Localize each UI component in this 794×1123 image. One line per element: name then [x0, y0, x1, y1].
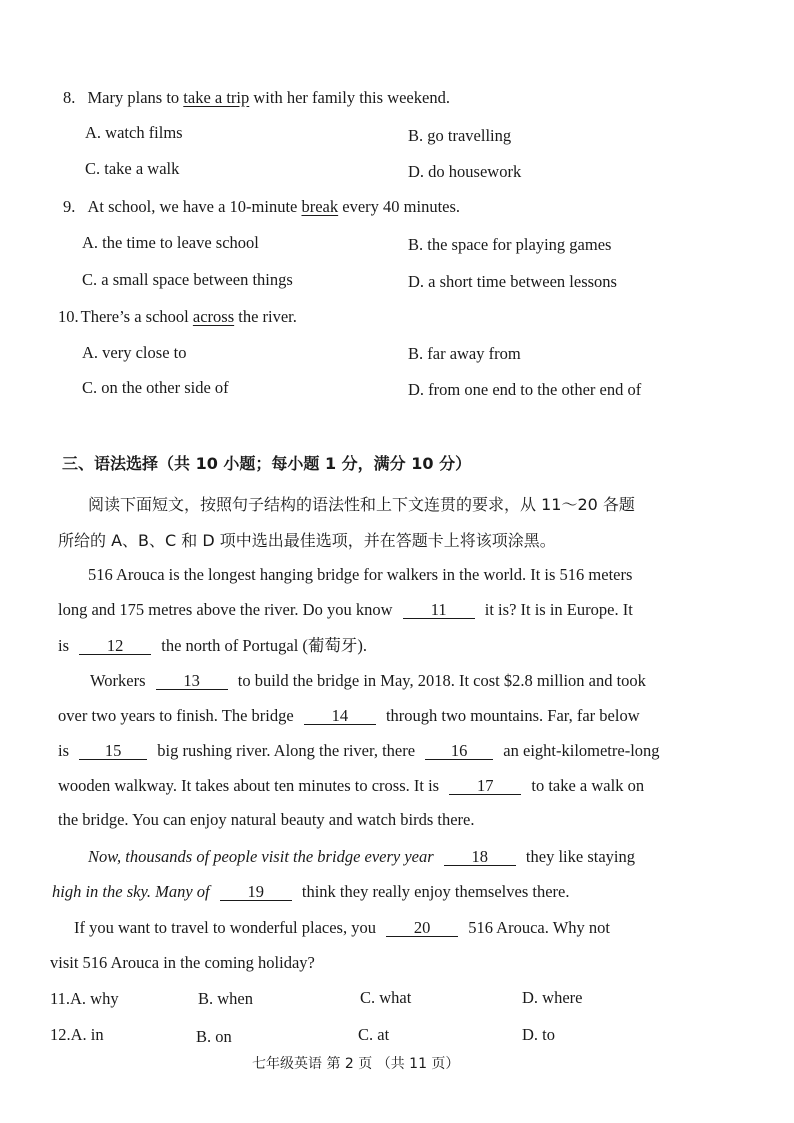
option-d: D. a short time between lessons [408, 272, 617, 291]
passage-text: long and 175 metres above the river. Do you know [58, 600, 393, 619]
blank-20: 20 [386, 919, 458, 937]
blank-19: 19 [220, 883, 292, 901]
passage-text: to take a walk on [531, 776, 645, 795]
question-number: 8. [63, 88, 76, 107]
question-text-pre: At school, we have a 10-minute [87, 197, 302, 216]
passage-line: the bridge. You can enjoy natural beauty and watch birds there. [58, 810, 475, 829]
option-a: A. why [70, 989, 119, 1008]
answer-row-12 [50, 1027, 104, 1044]
blank-11: 11 [403, 601, 475, 619]
passage-text: Now, thousands of people visit the bridge every year [88, 847, 434, 866]
passage-text: Workers [90, 671, 146, 690]
section-instructions-line1: 阅读下面短文，按照句子结构的语法性和上下文连贯的要求，从 11～20 各题 [88, 495, 635, 514]
option-c: C. what [360, 988, 412, 1007]
passage-text: the north of Portugal (葡萄牙). [161, 636, 368, 655]
option-b: B. on [196, 1027, 232, 1046]
blank-16: 16 [425, 742, 493, 760]
key-phrase: break [301, 197, 339, 216]
question-number: 10. [58, 307, 79, 326]
question-number: 9. [63, 197, 76, 216]
passage-text: through two mountains. Far, far below [385, 706, 640, 725]
question-9-stem [63, 199, 460, 216]
option-a: A. watch films [85, 123, 183, 142]
blank-15: 15 [79, 742, 147, 760]
section-title: 三、语法选择（共 10 小题；每小题 1 分，满分 10 分） [62, 454, 472, 473]
page-footer: 七年级英语 第 2 页 （共 11 页） [252, 1056, 460, 1072]
blank-18: 18 [444, 848, 516, 866]
option-a: A. the time to leave school [82, 233, 259, 252]
passage-line [58, 601, 633, 619]
passage-line [58, 742, 660, 760]
option-a: A. very close to [82, 343, 187, 362]
option-b: B. when [198, 989, 253, 1008]
blank-14: 14 [304, 707, 376, 725]
option-d: D. to [522, 1025, 555, 1044]
passage-text: is [58, 741, 70, 760]
option-d: D. from one end to the other end of [408, 380, 642, 399]
passage-line: visit 516 Arouca in the coming holiday? [50, 953, 315, 972]
option-c: C. a small space between things [82, 270, 293, 289]
passage-line: 516 Arouca is the longest hanging bridge for walkers in the world. It is 516 meters [88, 565, 633, 584]
passage-line [90, 672, 646, 690]
option-b: B. go travelling [408, 126, 512, 145]
passage-text: If you want to travel to wonderful places, you [74, 918, 376, 937]
passage-text: high in the sky. Many of [52, 882, 210, 901]
passage-line [58, 707, 640, 725]
question-text-pre: There’s a school [80, 307, 193, 326]
passage-line [88, 848, 635, 866]
section-instructions-line2: 所给的 A、B、C 和 D 项中选出最佳选项，并在答题卡上将该项涂黑。 [58, 531, 556, 550]
option-d: D. do housework [408, 162, 522, 181]
passage-text: an eight-kilometre-long [503, 741, 660, 760]
option-d: D. where [522, 988, 583, 1007]
blank-13: 13 [156, 672, 228, 690]
blank-17: 17 [449, 777, 521, 795]
option-c: C. take a walk [85, 159, 180, 178]
option-c: C. at [358, 1025, 390, 1044]
passage-text: it is? It is in Europe. It [484, 600, 633, 619]
key-phrase: take a trip [183, 88, 250, 107]
passage-line [58, 777, 644, 795]
option-c: C. on the other side of [82, 378, 229, 397]
option-a: A. in [70, 1025, 104, 1044]
question-text-post: with her family this weekend. [249, 88, 450, 107]
passage-text: they like staying [525, 847, 635, 866]
question-text-post: the river. [234, 307, 297, 326]
option-b: B. the space for playing games [408, 235, 612, 254]
passage-text: to build the bridge in May, 2018. It cost $2.8 million and took [237, 671, 646, 690]
question-8-stem [63, 90, 450, 107]
question-number: 11. [50, 989, 71, 1008]
passage-line [52, 883, 569, 901]
key-phrase: across [192, 307, 235, 326]
passage-line [58, 637, 367, 655]
question-number: 12. [50, 1025, 71, 1044]
passage-text: is [58, 636, 70, 655]
passage-text: think they really enjoy themselves there. [301, 882, 570, 901]
option-b: B. far away from [408, 344, 521, 363]
question-text-pre: Mary plans to [87, 88, 184, 107]
passage-line [74, 919, 610, 937]
question-text-post: every 40 minutes. [338, 197, 461, 216]
blank-12: 12 [79, 637, 151, 655]
question-10-stem [58, 309, 297, 326]
passage-text: wooden walkway. It takes about ten minutes to cross. It is [58, 776, 440, 795]
answer-row-11 [50, 991, 119, 1008]
passage-text: big rushing river. Along the river, there [157, 741, 416, 760]
passage-text: over two years to finish. The bridge [58, 706, 294, 725]
passage-text: 516 Arouca. Why not [468, 918, 610, 937]
